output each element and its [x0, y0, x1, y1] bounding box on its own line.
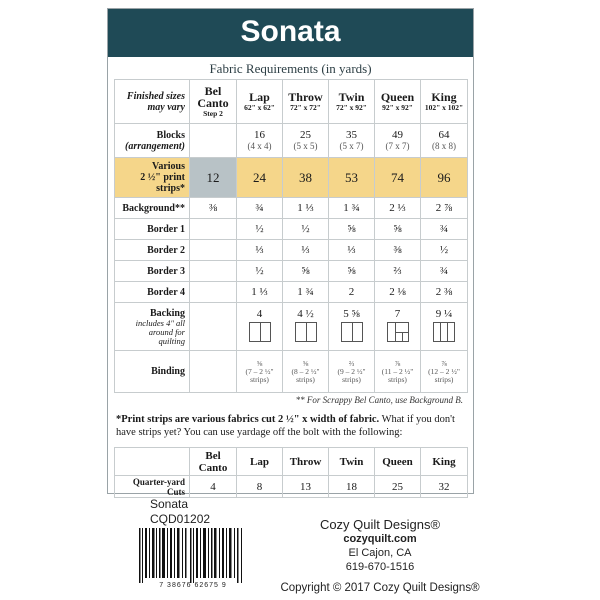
bel-canto-header: [190, 80, 237, 124]
size-name: Queen: [380, 90, 415, 104]
border3-row: [115, 261, 468, 282]
backing-label-text: Backing: [149, 307, 185, 319]
border4-bel-canto: [190, 282, 237, 303]
binding-strips: (7 – 2 ½": [245, 366, 274, 376]
border4-label: Border 4: [115, 282, 190, 303]
print-strips-cell: 96: [421, 158, 468, 198]
barcode-icon: [137, 528, 247, 583]
quarter-yard-header: Bel Canto: [190, 448, 237, 476]
fabric-requirements-table: [114, 79, 468, 393]
border1-cell: ⅝: [329, 219, 375, 240]
quarter-yard-cell: 18: [329, 476, 375, 498]
border2-bel-canto: [190, 240, 237, 261]
border4-cell: 2: [329, 282, 375, 303]
border4-row: [115, 282, 468, 303]
blocks-cell: [375, 124, 421, 158]
quarter-yard-label-text: Quarter-yard: [132, 476, 185, 487]
quarter-yard-header: Lap: [237, 448, 283, 476]
binding-strips: (12 – 2 ½": [428, 366, 460, 376]
backing-sub2: around for: [148, 326, 185, 337]
border1-label: Border 1: [115, 219, 190, 240]
print-strips-label: [115, 158, 190, 198]
print-strips-cell: 53: [329, 158, 375, 198]
border1-row: [115, 219, 468, 240]
border3-cell: ⅝: [329, 261, 375, 282]
border4-cell: 2 ⅛: [375, 282, 421, 303]
binding-label: Binding: [115, 351, 190, 393]
border2-cell: ½: [421, 240, 468, 261]
fabric-requirements-subtitle: Fabric Requirements (in yards): [209, 61, 372, 76]
border3-label: Border 3: [115, 261, 190, 282]
blocks-cell: [237, 124, 283, 158]
binding-cell: [283, 351, 329, 393]
backing-layout-icon: [295, 322, 317, 342]
quarter-yard-row: [115, 476, 468, 498]
product-info: [150, 497, 210, 527]
border2-label: Border 2: [115, 240, 190, 261]
border4-cell: 2 ⅜: [421, 282, 468, 303]
size-dim: 72" x 92": [336, 103, 367, 112]
quarter-yard-header: Throw: [283, 448, 329, 476]
print-strips-cell: 74: [375, 158, 421, 198]
backing-layout-icon: [249, 322, 271, 342]
binding-value: ⅝: [302, 358, 309, 368]
pattern-card: [107, 8, 474, 497]
size-dim: 92" x 92": [382, 103, 413, 112]
binding-row: [115, 351, 468, 393]
copyright: Copyright © 2017 Cozy Quilt Designs®: [280, 582, 480, 594]
quarter-yard-header: King: [421, 448, 468, 476]
backing-value: 4: [256, 307, 263, 320]
company-name: Cozy Quilt Designs®: [319, 517, 441, 532]
blocks-bel-canto: [190, 124, 237, 158]
size-name: King: [431, 90, 457, 104]
strips-note-rest: What if you don't have strips yet? You can use yardage off the bolt with the following:: [116, 414, 455, 438]
binding-strips-word: strips): [434, 374, 454, 384]
border3-cell: ¾: [421, 261, 468, 282]
product-code: CQD01202: [150, 512, 211, 526]
strips-label: strips*: [156, 183, 185, 194]
size-dim: 62" x 62": [244, 103, 275, 112]
bel-canto-step: Step 2: [203, 109, 223, 118]
binding-value: ⅞: [394, 358, 401, 368]
border1-cell: ¾: [421, 219, 468, 240]
size-header-king: [421, 80, 468, 124]
backing-layout-icon: [433, 322, 455, 342]
quarter-yard-header: Queen: [375, 448, 421, 476]
binding-strips-word: strips): [296, 374, 315, 384]
blocks-cell: [283, 124, 329, 158]
quarter-yard-cell: 4: [190, 476, 237, 498]
background-row: [115, 198, 468, 219]
quarter-yard-cell: 13: [283, 476, 329, 498]
backing-row: [115, 303, 468, 351]
blocks-arrangement: (5 x 7): [339, 141, 364, 151]
binding-cell: [375, 351, 421, 393]
background-cell: 2 ⅞: [421, 198, 468, 219]
print-label: 2 ½" print: [140, 172, 185, 183]
binding-value: ⅔: [348, 358, 355, 368]
print-strips-cell: 38: [283, 158, 329, 198]
size-name: Throw: [288, 90, 323, 104]
backing-sub3: quilting: [158, 335, 185, 346]
print-strips-cell: 24: [237, 158, 283, 198]
bel-canto-line1: Bel: [204, 84, 222, 98]
size-header-lap: [237, 80, 283, 124]
blocks-value: 64: [438, 129, 450, 141]
strips-note-bold: *Print strips are various fabrics cut 2 ½" x width of fabric.: [116, 414, 380, 425]
border1-cell: ⅝: [375, 219, 421, 240]
company-city: El Cajon, CA: [348, 547, 412, 559]
binding-bel-canto: [190, 351, 237, 393]
backing-value: 5 ⅝: [343, 307, 360, 320]
quarter-yard-header-row: [115, 448, 468, 476]
border2-cell: ⅓: [283, 240, 329, 261]
product-name: Sonata: [150, 497, 189, 511]
background-cell: 1 ¾: [329, 198, 375, 219]
backing-layout-icon: [387, 322, 409, 342]
quarter-yard-label: [115, 476, 190, 498]
backing-value: 9 ¼: [435, 307, 453, 320]
binding-value: ⅝: [256, 358, 263, 368]
backing-cell: [375, 303, 421, 351]
size-header-throw: [283, 80, 329, 124]
binding-cell: [329, 351, 375, 393]
blocks-value: 49: [392, 129, 403, 141]
binding-value: ⅞: [441, 358, 447, 368]
company-website: cozyquilt.com: [343, 533, 417, 545]
size-name: Twin: [338, 90, 365, 104]
backing-cell: [237, 303, 283, 351]
backing-label: [115, 303, 190, 351]
arrangement-label: (arrangement): [125, 140, 185, 152]
binding-strips-word: strips): [388, 374, 407, 384]
company-info: [300, 518, 460, 574]
company-phone: 619-670-1516: [345, 561, 415, 573]
backing-bel-canto: [190, 303, 237, 351]
border2-cell: ⅓: [237, 240, 283, 261]
blocks-value: 25: [300, 129, 311, 141]
binding-cell: [421, 351, 468, 393]
blocks-value: 16: [254, 129, 265, 141]
pattern-title: Sonata: [108, 9, 473, 57]
backing-value: 7: [394, 307, 401, 320]
binding-cell: [237, 351, 283, 393]
blocks-arrangement: (5 x 5): [293, 141, 318, 151]
binding-strips-word: strips): [250, 374, 269, 384]
various-label: Various: [152, 161, 185, 172]
blocks-arrangement: (4 x 4): [247, 141, 272, 151]
print-strips-bel-canto: 12: [190, 158, 237, 198]
binding-strips-word: strips): [342, 374, 361, 384]
blocks-label-text: Blocks: [156, 129, 185, 141]
border3-cell: ½: [237, 261, 283, 282]
size-header-queen: [375, 80, 421, 124]
backing-cell: [421, 303, 468, 351]
scrappy-note: ** For Scrappy Bel Canto, use Background B.: [295, 395, 463, 405]
blocks-row: [115, 124, 468, 158]
backing-sub1: includes 4" all: [135, 317, 185, 328]
background-cell: ¾: [237, 198, 283, 219]
bel-canto-line2: Canto: [197, 96, 229, 110]
size-dim: 102" x 102": [424, 103, 464, 112]
backing-layout-icon: [341, 322, 363, 342]
backing-cell: [329, 303, 375, 351]
border1-cell: ½: [283, 219, 329, 240]
background-label: Background**: [115, 198, 190, 219]
quarter-yard-cell: 32: [421, 476, 468, 498]
size-header-twin: [329, 80, 375, 124]
quarter-yard-corner: [115, 448, 190, 476]
border3-bel-canto: [190, 261, 237, 282]
border3-cell: ⅝: [283, 261, 329, 282]
print-strips-row: [115, 158, 468, 198]
size-name: Lap: [249, 90, 270, 104]
border2-cell: ⅓: [329, 240, 375, 261]
header-row: [115, 80, 468, 124]
quarter-yard-cell: 25: [375, 476, 421, 498]
border1-bel-canto: [190, 219, 237, 240]
quarter-yard-cell: 8: [237, 476, 283, 498]
barcode-digits: 7 38676 62675 9: [159, 582, 227, 589]
backing-value: 4 ½: [297, 307, 314, 320]
border3-cell: ⅔: [375, 261, 421, 282]
binding-strips: (11 – 2 ½": [381, 366, 414, 376]
border2-cell: ⅜: [375, 240, 421, 261]
border1-cell: ½: [237, 219, 283, 240]
blocks-label: [115, 124, 190, 158]
backing-cell: [283, 303, 329, 351]
border4-cell: 1 ¾: [283, 282, 329, 303]
background-bel-canto: ⅜: [190, 198, 237, 219]
size-dim: 72" x 72": [290, 103, 321, 112]
blocks-cell: [421, 124, 468, 158]
blocks-cell: [329, 124, 375, 158]
quarter-yard-table: [114, 447, 468, 498]
border4-cell: 1 ⅓: [237, 282, 283, 303]
blocks-arrangement: (7 x 7): [385, 141, 410, 151]
quarter-yard-header: Twin: [329, 448, 375, 476]
cuts-label: Cuts: [166, 486, 185, 497]
background-cell: 1 ⅓: [283, 198, 329, 219]
binding-strips: (9 – 2 ½": [337, 366, 366, 376]
blocks-value: 35: [346, 129, 357, 141]
blocks-arrangement: (8 x 8): [432, 141, 456, 151]
border2-row: [115, 240, 468, 261]
print-strips-note: [116, 413, 466, 439]
finished-sizes-label: Finished sizes may vary: [115, 80, 190, 124]
background-cell: 2 ⅓: [375, 198, 421, 219]
binding-strips: (8 – 2 ½": [291, 366, 320, 376]
